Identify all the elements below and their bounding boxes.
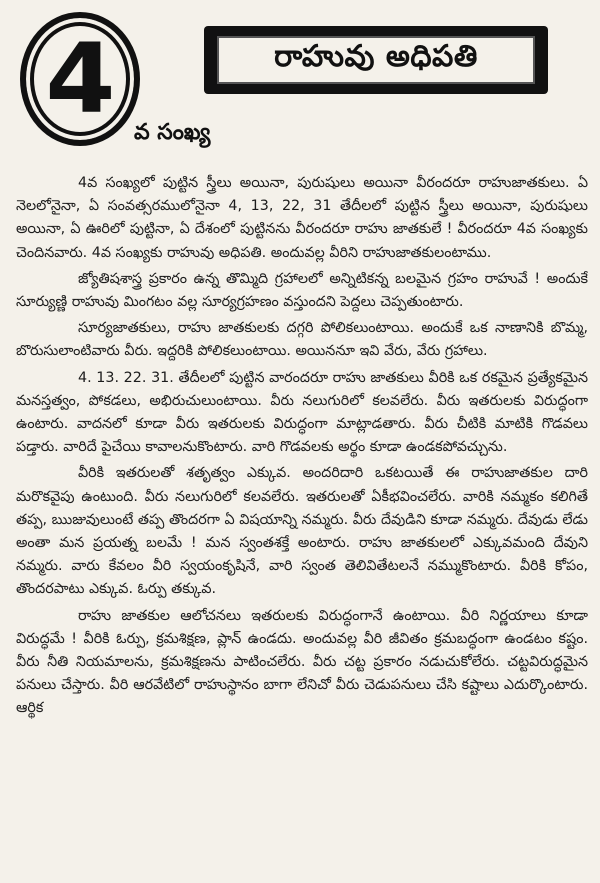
paragraph-1: 4వ సంఖ్యలో పుట్టిన స్త్రీలు అయినా, పురుషులు అయినా వీరందరూ రాహుజాతకులు. ఏ నెలలోనైనా, ఏ సంవత్సరములోనైనా 4, 13, 22, 31 తేదీలలో పుట్టిన స్త్రీలు అయినా, పురుషులు అయినా, ఏ ఊరిలో పుట్టినా, ఏ దేశంలో పుట్టినను వీరందరూ రాహు జాతకులే ! వీరందరూ 4వ సంఖ్యకు చెందినవారు. 4వ సంఖ్యకు రాహువు అధిపతి. అందువల్ల వీరిని రాహుజాతకులంటాము. (16, 175, 588, 261)
chapter-number-badge (20, 12, 140, 146)
chapter-number-suffix: వ సంఖ్య (134, 120, 211, 145)
paragraph-3: సూర్యజాతకులు, రాహు జాతకులకు దగ్గరి పోలికలుంటాయి. అందుకే ఒక నాణానికి బొమ్మ, బొరుసులాంటివారు వీరు. ఇద్దరికి పోలికలుంటాయి. అయిననూ ఇవి వేరు, వేరు గ్రహాలు. (16, 320, 588, 360)
chapter-title-frame (217, 36, 535, 84)
paragraph-6: రాహు జాతకుల ఆలోచనలు ఇతరులకు విరుద్ధంగానే ఉంటాయి. వీరి నిర్ణయాలు కూడా విరుద్ధమే ! వీరికి ఓర్పు, క్రమశిక్షణ, ప్లాన్ ఉండదు. అందువల్ల వీరి జీవితం క్రమబద్ధంగా ఉండటం కష్టం. వీరు నీతి నియమాలను, క్రమశిక్షణను పాటించలేరు. వీరు చట్ట ప్రకారం నడుచుకోలేరు. చట్టవిరుద్ధమైన పనులు చేస్తారు. వీరి ఆరవేటిలో రాహుస్థానం బాగా లేనిచో వీరు చెడుపనులు చేసి కష్టాలు ఎదుర్కొంటారు. ఆర్థిక (16, 607, 588, 717)
body-text (16, 172, 588, 724)
paragraph-4: 4. 13. 22. 31. తేదీలలో పుట్టిన వారందరూ రాహు జాతకులు వీరికి ఒక రకమైన ప్రత్యేకమైన మనస్తత్వం, పోకడలు, అభిరుచులుంటాయి. వీరు నలుగురిలో కలవలేరు. వీరు ఇతరులకు విరుద్ధంగా ఉంటారు. వాదనలో కూడా వీరు ఇతరులకు విరుద్ధంగా మాట్లాడతారు. వీరు చీటికి మాటికి గొడవలు పడ్తారు. వారిదే పైచేయి కావాలనుకొంటారు. వారి గొడవలకు అర్థం కూడా ఉండకపోవచ్చును. (16, 369, 588, 456)
chapter-number: 4 (44, 23, 116, 135)
chapter-title-banner (204, 26, 548, 94)
chapter-title: రాహువు అధిపతి (274, 39, 478, 74)
paragraph-5: వీరికి ఇతరులతో శతృత్వం ఎక్కువ. అందరిదారి ఒకటయితే ఈ రాహుజాతకుల దారి మరొకవైపు ఉంటుంది. వీరు నలుగురిలో కలవలేరు. ఇతరులతో ఏకీభవించలేరు. వారికి నమ్మకం కలిగితే తప్ప, ఋజువులుంటే తప్ప తొందరగా ఏ విషయాన్ని నమ్మరు. వీరు దేవుడిని కూడా నమ్మరు. దేవుడు లేడు అంతా మన ప్రయత్న బలమే ! మన స్వంతశక్తే అంటారు. రాహు జాతకులలో ఎక్కువమంది దేవుని నమ్మరు. వారు కేవలం వీరి స్వయంకృషినే, వారి స్వంత తెలివితేటలనే నమ్ముకొంటారు. వీరికి కోపం, తొందరపాటు ఎక్కువ. ఓర్పు తక్కువ. (16, 465, 588, 598)
paragraph-2: జ్యోతిషశాస్త్ర ప్రకారం ఉన్న తొమ్మిది గ్రహాలలో అన్నిటికన్న బలమైన గ్రహం రాహువే ! అందుకే సూర్యుణ్ణి రాహువు మింగటం వల్ల సూర్యగ్రహణం వస్తుందని పెద్దలు చెప్పతుంటారు. (16, 270, 588, 311)
